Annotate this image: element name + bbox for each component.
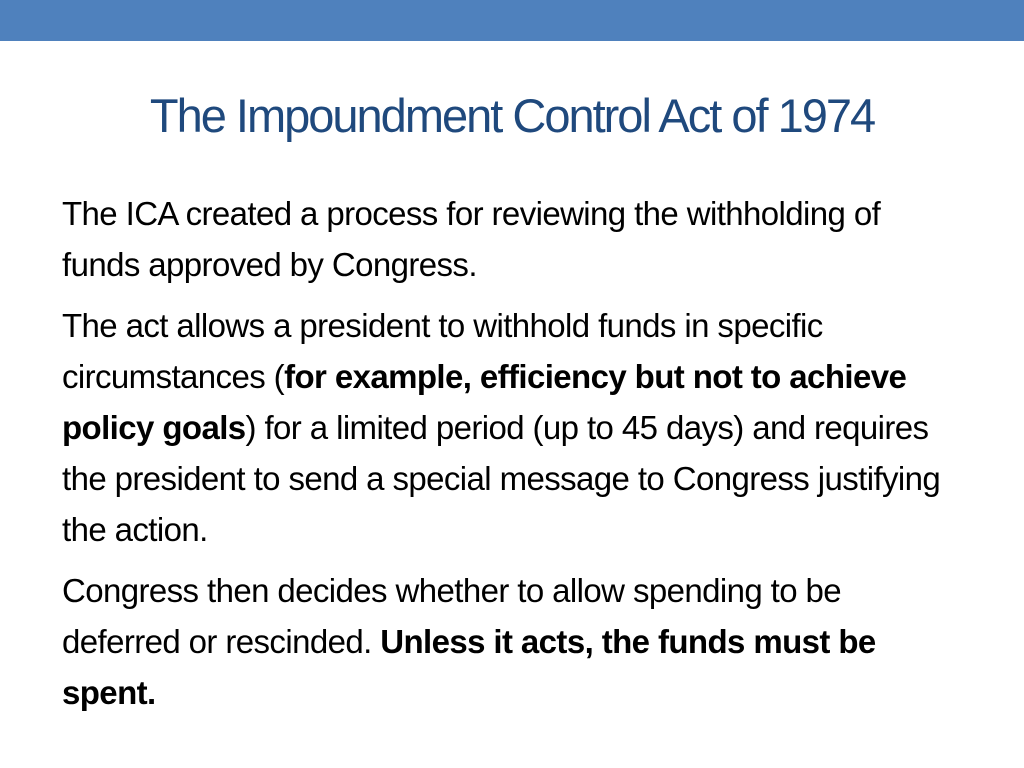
paragraph-bold-text: Unless it acts, the funds must be spent. xyxy=(62,623,876,711)
paragraph-ica-process xyxy=(62,188,962,290)
paragraph-text: The ICA created a process for reviewing the withholding of funds approved by Congress. xyxy=(62,195,881,283)
slide-body xyxy=(62,188,962,728)
paragraph-bold-text: for example, efficiency but not to achieve policy goals xyxy=(62,358,907,446)
paragraph-text-before: The act allows a president to withhold funds in specific circumstances ( xyxy=(62,307,823,395)
slide-title: The Impoundment Control Act of 1974 xyxy=(149,89,875,142)
paragraph-text-after: ) for a limited period (up to 45 days) and requires the president to send a special message to Congress justifying the action. xyxy=(62,409,941,548)
paragraph-text-before: Congress then decides whether to allow spending to be deferred or rescinded. xyxy=(62,572,842,660)
paragraph-president-withhold xyxy=(62,300,962,555)
top-accent-bar xyxy=(0,0,1024,41)
paragraph-congress-decides xyxy=(62,565,962,718)
